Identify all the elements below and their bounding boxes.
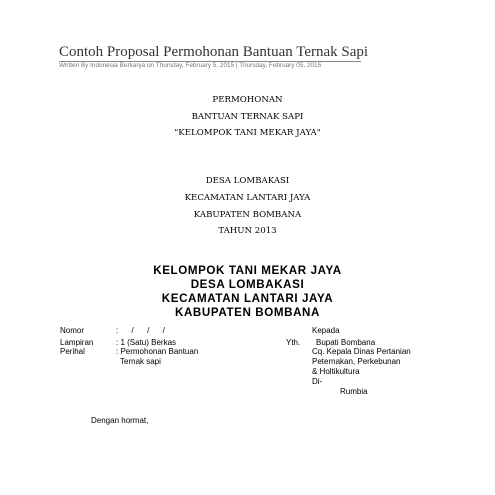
nomor-value: : / / / (116, 326, 165, 335)
letterhead-line: KECAMATAN LANTARI JAYA (161, 292, 334, 305)
yth-label: Yth. (286, 338, 301, 347)
letterhead-line: KELOMPOK TANI MEKAR JAYA (153, 264, 342, 277)
letterhead-line: DESA LOMBAKASI (190, 278, 305, 291)
cover-line: BANTUAN TERNAK SAPI (191, 112, 304, 122)
address-line: & Holtikultura (312, 367, 360, 376)
address-line: Cq. Kepala Dinas Pertanian (312, 347, 411, 356)
article-title[interactable]: Contoh Proposal Permohonan Bantuan Ternak Sapi (59, 44, 369, 60)
perihal-label: Perihal (60, 347, 85, 356)
cover-line: DESA LOMBAKASI (205, 176, 290, 186)
address-line: Peternakan, Perkebunan (312, 357, 401, 366)
greeting: Dengan hormat, (91, 416, 149, 425)
lampiran-value: : 1 (Satu) Berkas (116, 338, 177, 347)
address-line: Rumbia (340, 387, 368, 396)
address-line: Di- (312, 377, 323, 386)
cover-line: "KELOMPOK TANI MEKAR JAYA" (174, 128, 321, 138)
address-line: Bupati Bombana (316, 338, 376, 347)
kepada-label: Kepada (312, 326, 340, 335)
cover-line: KABUPATEN BOMBANA (193, 210, 302, 220)
cover-line: KECAMATAN LANTARI JAYA (184, 193, 311, 203)
letterhead-line: KABUPATEN BOMBANA (174, 306, 321, 319)
perihal-value-cont: Ternak sapi (120, 357, 161, 366)
article-byline: Written By Indonesia Berkarya on Thursday, February 5, 2015 | Thursday, February 05, 2015 (59, 62, 322, 69)
perihal-value: : Permohonan Bantuan (116, 347, 199, 356)
lampiran-label: Lampiran (60, 338, 94, 347)
cover-line: PERMOHONAN (212, 95, 283, 105)
cover-line: TAHUN 2013 (218, 226, 277, 236)
nomor-label: Nomor (60, 326, 85, 335)
